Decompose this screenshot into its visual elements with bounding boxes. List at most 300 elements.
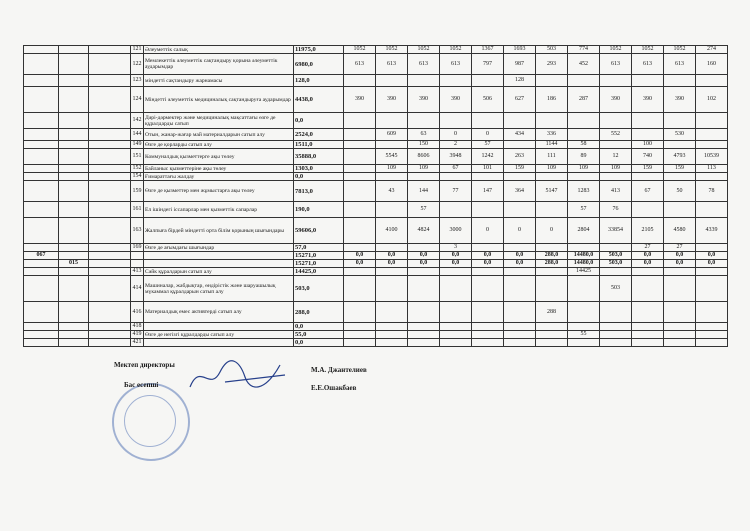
month-value-cell: 109 [600, 165, 632, 173]
month-value-cell [440, 339, 472, 347]
month-value-cell [632, 129, 664, 141]
month-value-cell: 4339 [696, 218, 728, 244]
month-value-cell: 1242 [472, 149, 504, 165]
month-value-cell: 627 [504, 87, 536, 113]
month-value-cell: 3 [440, 244, 472, 252]
month-value-cell: 552 [600, 129, 632, 141]
spec-code-cell [89, 87, 131, 113]
month-value-cell: 0,0 [664, 252, 696, 260]
month-value-cell [472, 75, 504, 87]
month-value-cell: 10539 [696, 149, 728, 165]
month-value-cell [632, 276, 664, 302]
month-value-cell: 293 [536, 54, 568, 75]
annual-total-cell: 55,0 [294, 331, 344, 339]
month-value-cell [504, 323, 536, 331]
month-value-cell [536, 276, 568, 302]
month-value-cell [536, 173, 568, 181]
month-value-cell [344, 244, 376, 252]
month-value-cell [440, 268, 472, 276]
month-value-cell: 0,0 [440, 260, 472, 268]
subprogram-code-cell [59, 129, 89, 141]
month-value-cell [344, 339, 376, 347]
month-value-cell: 613 [600, 54, 632, 75]
program-code-cell [24, 149, 59, 165]
month-value-cell [600, 244, 632, 252]
month-value-cell [472, 244, 504, 252]
month-value-cell: 503 [600, 276, 632, 302]
program-code-cell [24, 141, 59, 149]
month-value-cell: 128 [504, 75, 536, 87]
month-value-cell: 530 [664, 129, 696, 141]
spec-code-cell [89, 113, 131, 129]
accountant-name: Е.Е.Ошакбаев [311, 384, 357, 392]
expense-name-cell: Коммуналдық қызметтерге ақы төлеу [144, 149, 294, 165]
month-value-cell [344, 331, 376, 339]
spec-code-cell [89, 276, 131, 302]
month-value-cell: 0 [504, 218, 536, 244]
month-value-cell [344, 75, 376, 87]
month-value-cell [408, 276, 440, 302]
month-value-cell [536, 331, 568, 339]
program-code-cell [24, 276, 59, 302]
month-value-cell [408, 323, 440, 331]
annual-total-cell: 35888,0 [294, 149, 344, 165]
month-value-cell [408, 113, 440, 129]
month-value-cell [568, 113, 600, 129]
annual-total-cell: 2524,0 [294, 129, 344, 141]
director-name: М.А. Джантелиев [311, 366, 367, 374]
month-value-cell [504, 113, 536, 129]
month-value-cell: 186 [536, 87, 568, 113]
expense-name-cell: Мемлекеттік әлеуметтік сақтандыру қорына әлеуметтік аударымдар [144, 54, 294, 75]
month-value-cell [376, 202, 408, 218]
month-value-cell [600, 323, 632, 331]
annual-total-cell: 0,0 [294, 113, 344, 129]
month-value-cell [504, 141, 536, 149]
spec-code-cell [89, 302, 131, 323]
month-value-cell: 390 [376, 87, 408, 113]
month-value-cell: 0 [472, 129, 504, 141]
month-value-cell [536, 339, 568, 347]
program-code-cell [24, 75, 59, 87]
expense-name-cell: Материалдық емес активтерді сатып алу [144, 302, 294, 323]
annual-total-cell: 0,0 [294, 323, 344, 331]
spec-code-cell [89, 331, 131, 339]
month-value-cell [376, 323, 408, 331]
month-value-cell: 109 [408, 165, 440, 173]
month-value-cell: 0 [536, 218, 568, 244]
month-value-cell [472, 331, 504, 339]
month-value-cell: 1052 [632, 46, 664, 54]
subprogram-code-cell [59, 181, 89, 202]
month-value-cell [344, 218, 376, 244]
month-value-cell [536, 268, 568, 276]
class-code-cell: 161 [131, 202, 144, 218]
signature-mark [185, 357, 295, 397]
month-value-cell [568, 173, 600, 181]
director-title: Мектеп директоры [114, 361, 175, 369]
table-row [24, 87, 728, 113]
month-value-cell: 14425 [568, 268, 600, 276]
month-value-cell [504, 268, 536, 276]
expense-name-cell: Өзге де негізгі құралдарды сатып алу [144, 331, 294, 339]
month-value-cell [376, 339, 408, 347]
month-value-cell [568, 129, 600, 141]
subprogram-code-cell [59, 276, 89, 302]
class-code-cell: 122 [131, 54, 144, 75]
month-value-cell [472, 276, 504, 302]
month-value-cell: 364 [504, 181, 536, 202]
expense-name-cell: Сәйк құралдарын сатып алу [144, 268, 294, 276]
month-value-cell [472, 339, 504, 347]
month-value-cell: 0,0 [344, 260, 376, 268]
month-value-cell [376, 331, 408, 339]
month-value-cell: 159 [504, 165, 536, 173]
month-value-cell: 1052 [664, 46, 696, 54]
month-value-cell [376, 75, 408, 87]
month-value-cell: 63 [408, 129, 440, 141]
month-value-cell: 159 [664, 165, 696, 173]
month-value-cell: 67 [440, 165, 472, 173]
spec-code-cell [89, 202, 131, 218]
expense-name-cell: Жалпыға бірдей міндетті орта білім қорының шығындары [144, 218, 294, 244]
month-value-cell [664, 323, 696, 331]
month-value-cell: 1052 [600, 46, 632, 54]
month-value-cell: 1052 [440, 46, 472, 54]
annual-total-cell: 15271,0 [294, 252, 344, 260]
subprogram-code-cell [59, 331, 89, 339]
spec-code-cell [89, 268, 131, 276]
month-value-cell: 0 [472, 218, 504, 244]
month-value-cell: 0,0 [632, 260, 664, 268]
month-value-cell [504, 331, 536, 339]
month-value-cell [376, 113, 408, 129]
month-value-cell [600, 173, 632, 181]
month-value-cell [344, 173, 376, 181]
program-code-cell [24, 218, 59, 244]
table-row [24, 181, 728, 202]
month-value-cell [376, 244, 408, 252]
month-value-cell: 0,0 [376, 260, 408, 268]
month-value-cell: 147 [472, 181, 504, 202]
month-value-cell: 797 [472, 54, 504, 75]
spec-code-cell [89, 46, 131, 54]
month-value-cell [600, 113, 632, 129]
expense-name-cell: Дәрі-дәрмектер және медициналық мақсаттағы өзге де құралдарды сатып [144, 113, 294, 129]
month-value-cell: 58 [568, 141, 600, 149]
month-value-cell: 27 [632, 244, 664, 252]
spec-code-cell [89, 54, 131, 75]
class-code-cell: 169 [132, 244, 142, 250]
month-value-cell: 101 [472, 165, 504, 173]
month-value-cell [600, 331, 632, 339]
month-value-cell: 613 [344, 54, 376, 75]
expense-name-cell [144, 252, 294, 260]
month-value-cell [568, 276, 600, 302]
month-value-cell: 506 [472, 87, 504, 113]
month-value-cell: 0,0 [632, 252, 664, 260]
month-value-cell: 14480,0 [568, 252, 600, 260]
subprogram-code-cell [59, 54, 89, 75]
month-value-cell: 57 [408, 202, 440, 218]
annual-total-cell: 503,0 [294, 276, 344, 302]
month-value-cell: 27 [664, 244, 696, 252]
month-value-cell: 160 [696, 54, 728, 75]
month-value-cell: 288,0 [536, 252, 568, 260]
class-code-cell: 144 [131, 129, 144, 141]
month-value-cell [632, 323, 664, 331]
month-value-cell [408, 302, 440, 323]
table-row [24, 339, 728, 347]
month-value-cell [696, 339, 728, 347]
month-value-cell: 390 [344, 87, 376, 113]
month-value-cell [408, 173, 440, 181]
month-value-cell [632, 339, 664, 347]
month-value-cell: 390 [600, 87, 632, 113]
month-value-cell [664, 173, 696, 181]
month-value-cell [632, 75, 664, 87]
class-code-cell: 418 [132, 323, 142, 329]
month-value-cell: 5147 [536, 181, 568, 202]
spec-code-cell [89, 165, 131, 173]
table-row [24, 331, 728, 339]
table-row [24, 252, 728, 260]
class-code-cell: 159 [131, 181, 144, 202]
month-value-cell [504, 244, 536, 252]
month-value-cell: 1052 [408, 46, 440, 54]
class-code-cell: 154 [132, 173, 142, 179]
program-code-cell [24, 54, 59, 75]
month-value-cell: 50 [664, 181, 696, 202]
month-value-cell [472, 302, 504, 323]
month-value-cell: 109 [568, 165, 600, 173]
month-value-cell [664, 331, 696, 339]
month-value-cell [472, 113, 504, 129]
month-value-cell: 774 [568, 46, 600, 54]
month-value-cell [472, 268, 504, 276]
month-value-cell: 1283 [568, 181, 600, 202]
table-row [24, 75, 728, 87]
table-row [24, 276, 728, 302]
spec-code-cell [89, 173, 131, 181]
table-row [24, 218, 728, 244]
month-value-cell: 111 [536, 149, 568, 165]
annual-total-cell: 57,0 [294, 244, 344, 252]
month-value-cell: 609 [376, 129, 408, 141]
month-value-cell: 89 [568, 149, 600, 165]
month-value-cell: 613 [376, 54, 408, 75]
month-value-cell [376, 173, 408, 181]
expense-name-cell: Байланыс қызметтеріне ақы төлеу [144, 165, 294, 173]
month-value-cell: 109 [376, 165, 408, 173]
class-code-cell: 142 [131, 113, 144, 129]
spec-code-cell [89, 252, 131, 260]
subprogram-code-cell [59, 339, 89, 347]
month-value-cell [440, 75, 472, 87]
month-value-cell [344, 113, 376, 129]
month-value-cell: 113 [696, 165, 728, 173]
month-value-cell [440, 302, 472, 323]
subprogram-code-cell: 015 [59, 260, 89, 268]
month-value-cell: 390 [632, 87, 664, 113]
spec-code-cell [89, 129, 131, 141]
month-value-cell [664, 268, 696, 276]
month-value-cell [696, 113, 728, 129]
month-value-cell [376, 141, 408, 149]
month-value-cell [632, 331, 664, 339]
month-value-cell: 4580 [664, 218, 696, 244]
month-value-cell: 3000 [440, 218, 472, 244]
month-value-cell [344, 302, 376, 323]
subprogram-code-cell [59, 173, 89, 181]
expense-name-cell [144, 339, 294, 347]
month-value-cell [664, 75, 696, 87]
month-value-cell [376, 268, 408, 276]
expense-name-cell: Өзге де қорларды сатып алу [144, 141, 294, 149]
spec-code-cell [89, 323, 131, 331]
month-value-cell: 0,0 [408, 260, 440, 268]
month-value-cell [408, 244, 440, 252]
class-code-cell: 419 [132, 331, 142, 337]
month-value-cell [344, 268, 376, 276]
month-value-cell: 57 [472, 141, 504, 149]
annual-total-cell: 190,0 [294, 202, 344, 218]
month-value-cell [664, 302, 696, 323]
month-value-cell: 336 [536, 129, 568, 141]
spec-code-cell [89, 141, 131, 149]
official-stamp [112, 383, 190, 461]
month-value-cell [408, 75, 440, 87]
table-row [24, 149, 728, 165]
table-row [24, 202, 728, 218]
table-row [24, 165, 728, 173]
month-value-cell: 287 [568, 87, 600, 113]
spec-code-cell [89, 244, 131, 252]
class-code-cell: 416 [131, 302, 144, 323]
month-value-cell [696, 244, 728, 252]
table-row [24, 268, 728, 276]
expense-name-cell: Ғимараттағы жалдау [144, 173, 294, 181]
month-value-cell: 0 [440, 129, 472, 141]
month-value-cell [408, 339, 440, 347]
class-code-cell: 414 [131, 276, 144, 302]
table-row [24, 141, 728, 149]
annual-total-cell: 1511,0 [294, 141, 344, 149]
month-value-cell [696, 323, 728, 331]
annual-total-cell: 59606,0 [294, 218, 344, 244]
month-value-cell [696, 302, 728, 323]
month-value-cell [664, 202, 696, 218]
subprogram-code-cell [59, 244, 89, 252]
class-code-cell: 413 [132, 268, 142, 274]
class-code-cell: 149 [132, 141, 142, 147]
class-code-cell: 124 [131, 87, 144, 113]
month-value-cell [504, 339, 536, 347]
month-value-cell: 0,0 [504, 252, 536, 260]
subprogram-code-cell [59, 149, 89, 165]
expense-name-cell: Отын, жанар-жағар май материалдарын сатып алу [144, 129, 294, 141]
month-value-cell: 390 [440, 87, 472, 113]
month-value-cell [504, 173, 536, 181]
annual-total-cell: 4438,0 [294, 87, 344, 113]
month-value-cell: 3948 [440, 149, 472, 165]
month-value-cell [440, 276, 472, 302]
month-value-cell [600, 268, 632, 276]
program-code-cell: 067 [24, 252, 59, 260]
table-row [24, 54, 728, 75]
month-value-cell: 1693 [504, 46, 536, 54]
program-code-cell [24, 181, 59, 202]
month-value-cell [696, 141, 728, 149]
table-row [24, 323, 728, 331]
month-value-cell: 1367 [472, 46, 504, 54]
spec-code-cell [89, 75, 131, 87]
month-value-cell: 613 [632, 54, 664, 75]
class-code-cell: 121 [132, 46, 142, 52]
month-value-cell: 33854 [600, 218, 632, 244]
month-value-cell [408, 331, 440, 339]
month-value-cell: 613 [408, 54, 440, 75]
month-value-cell: 413 [600, 181, 632, 202]
annual-total-cell: 288,0 [294, 302, 344, 323]
table-row [24, 46, 728, 54]
month-value-cell [504, 302, 536, 323]
subprogram-code-cell [59, 302, 89, 323]
subprogram-code-cell [59, 202, 89, 218]
program-code-cell [24, 302, 59, 323]
month-value-cell [472, 323, 504, 331]
month-value-cell: 4824 [408, 218, 440, 244]
month-value-cell: 390 [408, 87, 440, 113]
annual-total-cell: 0,0 [294, 339, 344, 347]
program-code-cell [24, 46, 59, 54]
table-row [24, 113, 728, 129]
month-value-cell: 2804 [568, 218, 600, 244]
month-value-cell: 150 [408, 141, 440, 149]
annual-total-cell: 15271,0 [294, 260, 344, 268]
month-value-cell: 109 [536, 165, 568, 173]
month-value-cell [696, 202, 728, 218]
class-code-cell: 123 [131, 75, 144, 87]
annual-total-cell: 6980,0 [294, 54, 344, 75]
month-value-cell: 12 [600, 149, 632, 165]
subprogram-code-cell [59, 323, 89, 331]
expense-name-cell: Машиналар, жабдықтар, өндірістік және шаруашылық мүкаммал құралдарын сатып алу [144, 276, 294, 302]
month-value-cell: 0,0 [472, 260, 504, 268]
subprogram-code-cell [59, 165, 89, 173]
month-value-cell [344, 181, 376, 202]
expense-name-cell: Өзге де ағымдағы шығындар [144, 244, 294, 252]
month-value-cell [504, 276, 536, 302]
month-value-cell [600, 75, 632, 87]
spec-code-cell [89, 260, 131, 268]
table-row [24, 173, 728, 181]
subprogram-code-cell [59, 113, 89, 129]
expense-name-cell: Өзге де қызметтер мен жұмыстарға ақы төлеу [144, 181, 294, 202]
month-value-cell [536, 113, 568, 129]
annual-total-cell: 128,0 [294, 75, 344, 87]
class-code-cell: 152 [132, 165, 142, 171]
table-row [24, 302, 728, 323]
month-value-cell [568, 323, 600, 331]
expense-name-cell: міндетті сақтандыру жарнамасы [144, 75, 294, 87]
subprogram-code-cell [59, 141, 89, 149]
month-value-cell [440, 113, 472, 129]
expense-name-cell [144, 260, 294, 268]
month-value-cell: 390 [664, 87, 696, 113]
month-value-cell [440, 323, 472, 331]
program-code-cell [24, 323, 59, 331]
